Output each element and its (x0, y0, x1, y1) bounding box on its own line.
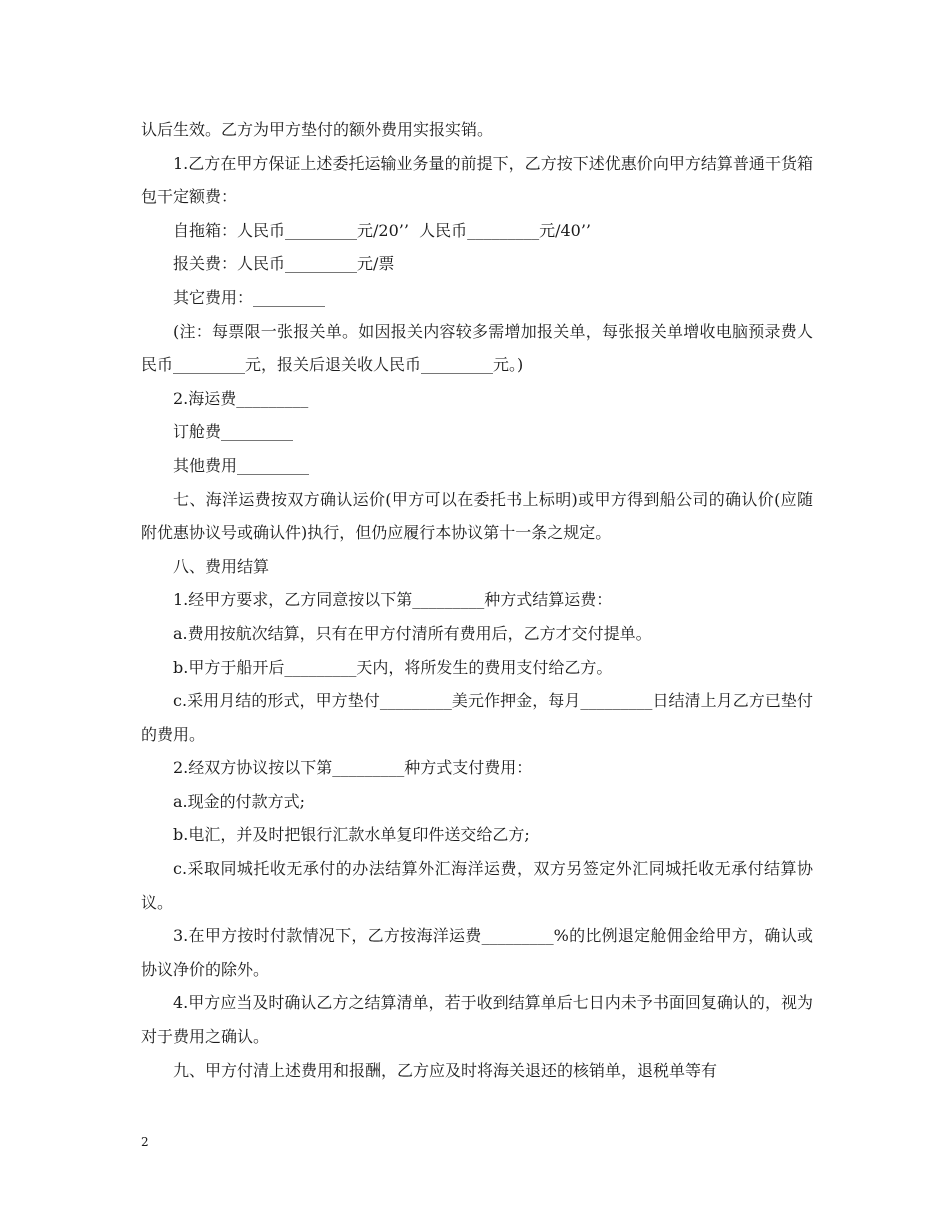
paragraph-payment-2c: c.采取同城托收无承付的办法结算外汇海洋运费，双方另签定外汇同城托收无承付结算协议。 (141, 859, 813, 912)
paragraph-continuation: 认后生效。乙方为甲方垫付的额外费用实报实销。 (141, 120, 494, 139)
paragraph-section-7: 七、海洋运费按双方确认运价(甲方可以在委托书上标明)或甲方得到船公司的确认价(应随附优惠协议号或确认件)执行，但仍应履行本协议第十一条之规定。 (141, 489, 813, 543)
paragraph-payment-2a: a.现金的付款方式; (173, 791, 306, 811)
paragraph-note: (注：每票限一张报关单。如因报关内容较多需增加报关单，每张报关单增收电脑预录费人民币_________元，报关后退关收人民币_________元。) (141, 321, 813, 375)
paragraph-commission-3: 3.在甲方按时付款情况下，乙方按海洋运费_________%的比例退定舱佣金给甲方，确认或协议净价的除外。 (141, 926, 813, 979)
paragraph-payment-2: 2.经双方协议按以下第_________种方式支付费用： (173, 758, 533, 778)
document-body (141, 113, 813, 1087)
paragraph-confirmation-4: 4.甲方应当及时确认乙方之结算清单，若于收到结算单后七日内未予书面回复确认的，视为对于费用之确认。 (141, 993, 813, 1047)
paragraph-other-fees: 其它费用：_________ (173, 287, 326, 307)
paragraph-settlement-1c: c.采用月结的形式，甲方垫付_________美元作押金，每月_________日结清上月乙方已垫付的费用。 (141, 691, 813, 744)
paragraph-self-haul-fee: 自拖箱：人民币_________元/20’’ 人民币_________元/40’’ (173, 220, 592, 240)
paragraph-settlement-1a: a.费用按航次结算，只有在甲方付清所有费用后，乙方才交付提单。 (173, 623, 652, 643)
page-number: 2 (141, 1135, 149, 1149)
paragraph-booking-fee: 订舱费_________ (173, 422, 294, 442)
paragraph-payment-2b: b.电汇，并及时把银行汇款水单复印件送交给乙方; (173, 825, 530, 845)
paragraph-clause-1-rates: 1.乙方在甲方保证上述委托运输业务量的前提下，乙方按下述优惠价向甲方结算普通干货箱包干定额费： (141, 153, 813, 207)
paragraph-settlement-1b: b.甲方于船开后_________天内，将所发生的费用支付给乙方。 (173, 657, 613, 677)
paragraph-ocean-freight: 2.海运费_________ (173, 388, 309, 408)
section-heading-8: 八、费用结算 (173, 556, 270, 576)
paragraph-customs-fee: 报关费：人民币_________元/票 (173, 254, 395, 274)
paragraph-settlement-1: 1.经甲方要求，乙方同意按以下第_________种方式结算运费： (173, 590, 613, 610)
paragraph-other-expenses: 其他费用_________ (173, 455, 310, 475)
paragraph-section-9: 九、甲方付清上述费用和报酬，乙方应及时将海关退还的核销单，退税单等有 (173, 1060, 718, 1080)
